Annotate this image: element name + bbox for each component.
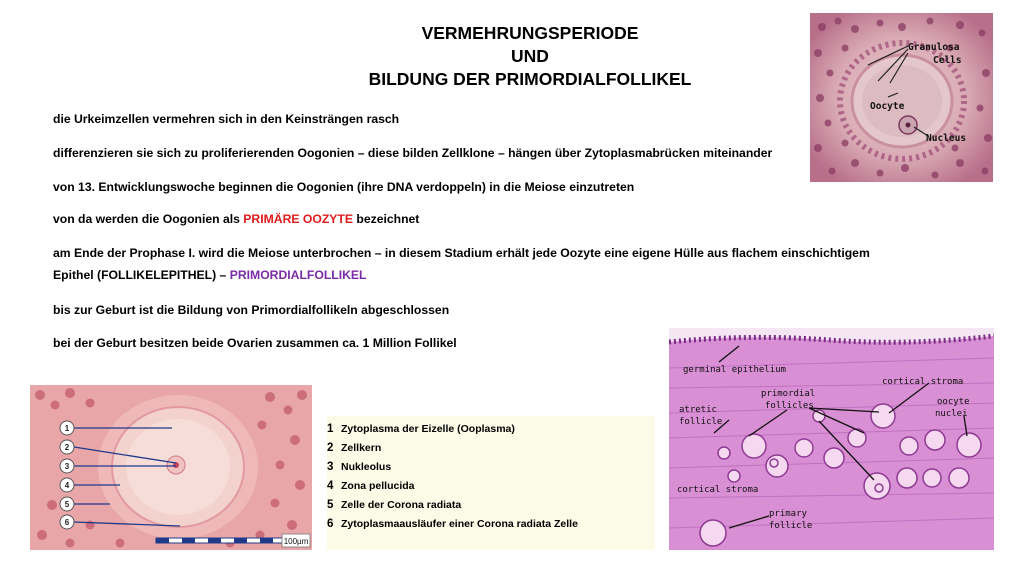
oocyte-micrograph — [30, 385, 312, 550]
marker-3: 3 — [64, 462, 70, 471]
nucleus-label: Nucleus — [926, 133, 967, 144]
paragraph-6: bis zur Geburt ist die Bildung von Primordialfollikeln abgeschlossen — [53, 303, 450, 317]
cortical-stroma-top-label: cortical stroma — [882, 377, 964, 387]
scale-label: 100µm — [283, 537, 309, 546]
primaere-oozyte-highlight: PRIMÄRE OOZYTE — [243, 212, 353, 226]
primordial-label-1: primordial — [761, 389, 816, 399]
oocyte-nuclei-label-2: nuclei — [935, 409, 968, 419]
paragraph-7: bei der Geburt besitzen beide Ovarien zusammen ca. 1 Million Follikel — [53, 336, 457, 350]
granulosa-label-2: Cells — [933, 55, 962, 66]
marker-5: 5 — [64, 500, 70, 509]
slide-title — [300, 22, 760, 91]
legend-item — [327, 498, 461, 512]
primary-follicle-label-2: follicle — [769, 521, 813, 531]
legend-num: 6 — [327, 518, 334, 530]
legend-item — [327, 441, 381, 455]
legend-num: 2 — [327, 442, 334, 454]
paragraph-5-line-1: am Ende der Prophase I. wird die Meiose unterbrochen – in diesem Stadium erhält jede Oozyte eine eigene Hülle aus flachem einschichtigem — [53, 246, 870, 260]
primordialfollikel-highlight: PRIMORDIALFOLLIKEL — [229, 268, 367, 282]
legend-num: 4 — [327, 480, 334, 492]
follicle-micrograph-graphic — [810, 13, 993, 182]
granulosa-label-1: Granulosa — [908, 42, 960, 53]
paragraph-3: von 13. Entwicklungswoche beginnen die Oogonien (ihre DNA verdoppeln) in die Meiose einzutreten — [53, 180, 635, 194]
title-line-1: VERMEHRUNGSPERIODE — [421, 23, 639, 43]
marker-6: 6 — [64, 518, 70, 527]
legend-text: Zytoplasmaausläufer einer Corona radiata Zelle — [341, 518, 578, 530]
legend-text: Zellkern — [341, 442, 382, 454]
oocyte-nuclei-label-1: oocyte — [937, 397, 970, 407]
title-line-2: UND — [511, 46, 549, 66]
paragraph-1: die Urkeimzellen vermehren sich in den Keinsträngen rasch — [53, 112, 400, 126]
legend-num: 3 — [327, 461, 334, 473]
primary-follicle-label-1: primary — [769, 509, 807, 519]
legend-item — [327, 517, 578, 531]
legend-box — [327, 416, 655, 550]
paragraph-5-prefix: Epithel (FOLLIKELEPITHEL) – — [53, 268, 230, 282]
marker-2: 2 — [64, 443, 70, 452]
paragraph-4-suffix: bezeichnet — [353, 212, 420, 226]
germinal-epithelium-label: germinal epithelium — [683, 365, 786, 375]
legend-num: 1 — [327, 423, 334, 435]
paragraph-2: differenzieren sie sich zu proliferierenden Oogonien – diese bilden Zellklone – hängen über Zytoplasmabrücken miteinander — [53, 146, 773, 160]
legend-item — [327, 422, 515, 436]
marker-1: 1 — [64, 424, 70, 433]
legend-item — [327, 479, 415, 493]
legend-text: Zytoplasma der Eizelle (Ooplasma) — [341, 423, 515, 435]
oocyte-label: Oocyte — [870, 101, 905, 112]
oocyte-micrograph-graphic — [30, 385, 312, 550]
legend-item — [327, 460, 391, 474]
paragraph-5-line-2 — [53, 265, 366, 285]
title-line-3: BILDUNG DER PRIMORDIALFOLLIKEL — [368, 69, 692, 89]
legend-text: Zona pellucida — [341, 480, 415, 492]
follicle-micrograph — [810, 13, 993, 182]
cortical-stroma-bottom-label: cortical stroma — [677, 485, 759, 495]
legend-text: Zelle der Corona radiata — [341, 499, 462, 511]
primordial-label-2: follicles — [765, 401, 814, 411]
marker-4: 4 — [64, 481, 70, 490]
atretic-label-1: atretic — [679, 405, 717, 415]
paragraph-4 — [53, 209, 419, 229]
paragraph-4-prefix: von da werden die Oogonien als — [53, 212, 244, 226]
legend-num: 5 — [327, 499, 334, 511]
ovary-cortex-micrograph — [669, 328, 994, 550]
atretic-label-2: follicle — [679, 417, 723, 427]
legend-text: Nukleolus — [341, 461, 392, 473]
ovary-cortex-micrograph-graphic — [669, 328, 994, 550]
